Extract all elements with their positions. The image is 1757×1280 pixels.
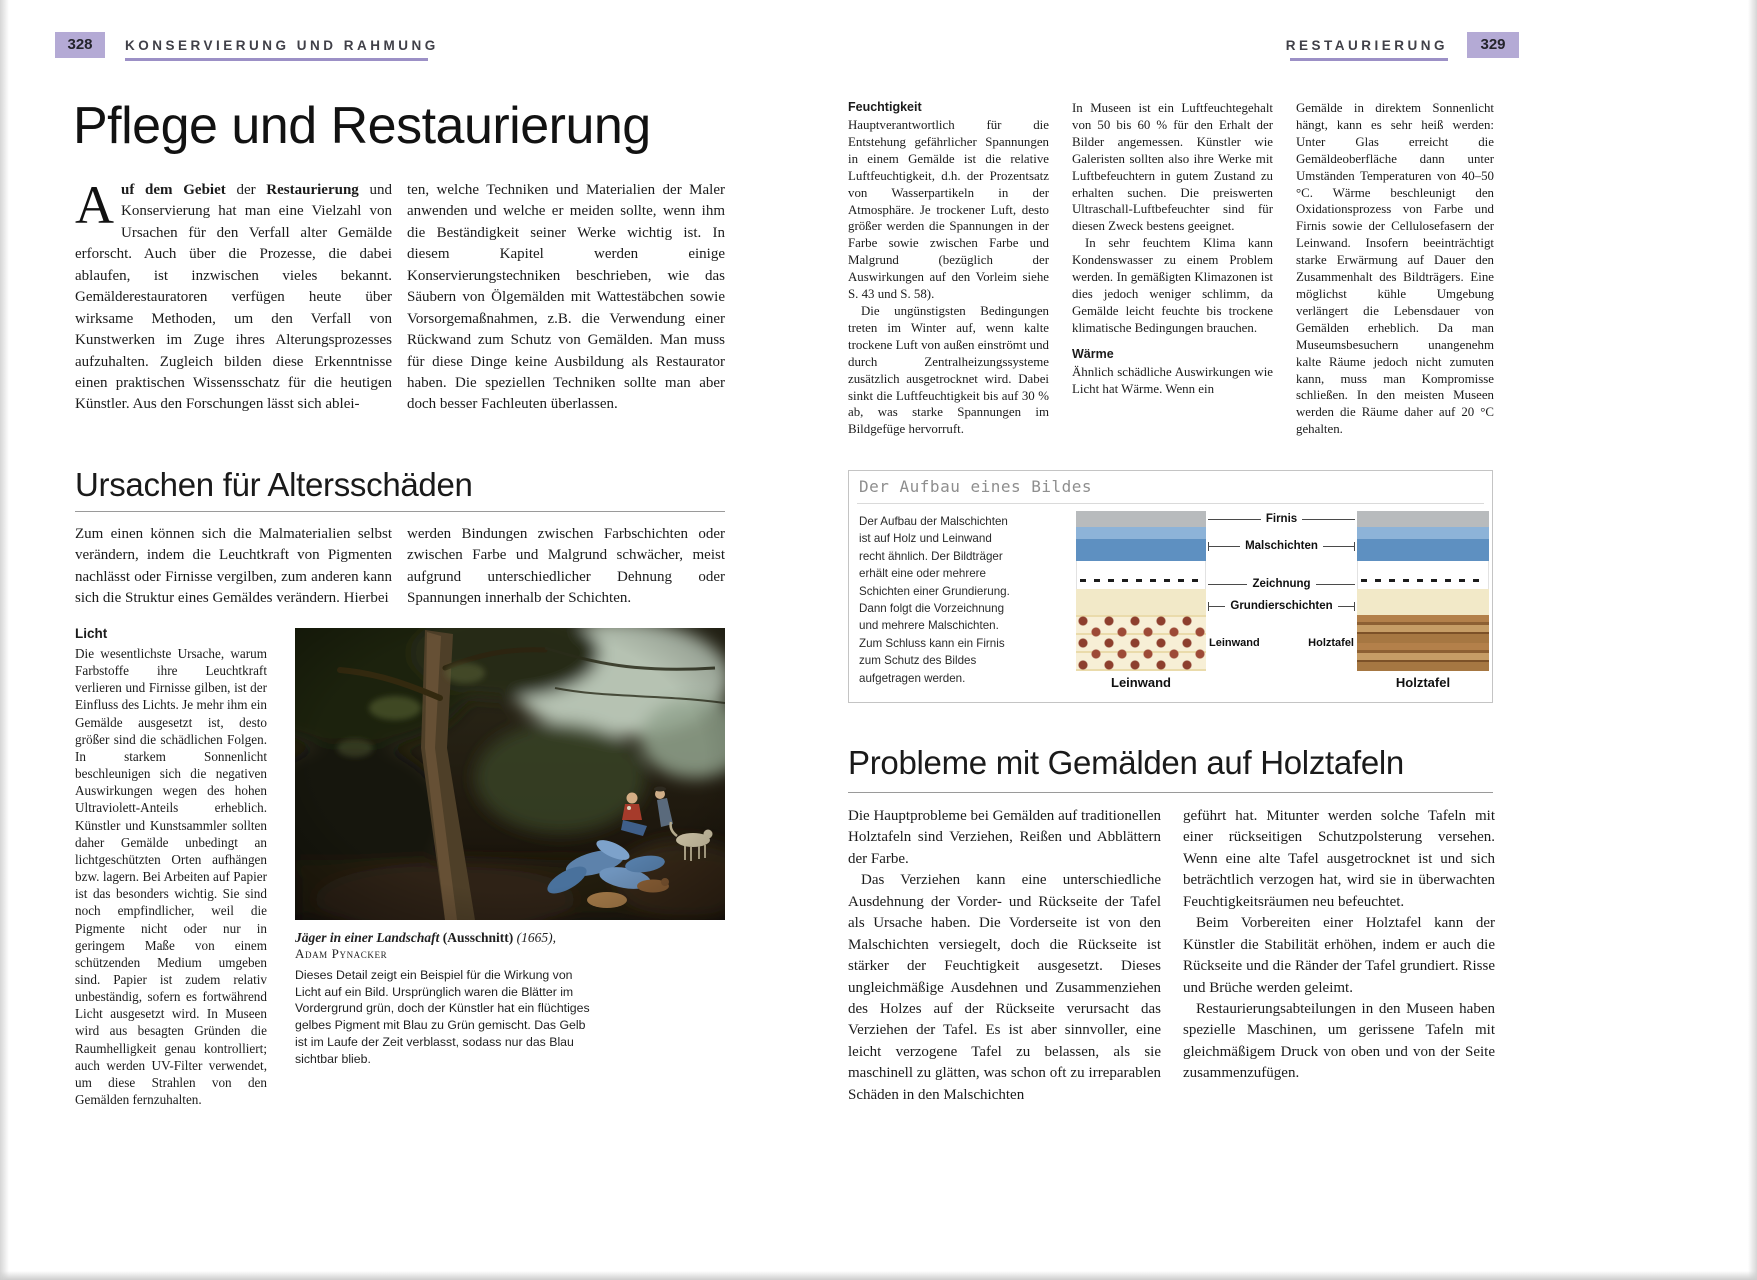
label-leinwand-inner: Leinwand [1209,637,1260,649]
infobox-text: Der Aufbau der Malschichten ist auf Holz und Leinwand recht ähnlich. Der Bildträger erhält eine oder mehrere Schichten einer Grundierung. Dann folgt die Vorzeichnung und mehrere Malschichten. Zum Schluss kann ein Firnis zum Schutz des Bildes aufgetragen werden. [859,515,1010,685]
layer-firnis [1357,511,1489,527]
label-row-zeichnung [1208,577,1355,591]
panels-p4: Beim Vorbereiten einer Holztafel kann der Künstler die Stabilität erhöhen, indem er auch die Rückseite und die Ränder der Tafel grundiert. Risse und Brüche werden geleimt. [1183,915,1495,996]
layer-holz-textur [1357,615,1489,671]
intro-col1-text: und Konservierung hat man eine Vielzahl von Ursachen für den Verfall alter Gemälde erforscht. Auch über die Prozesse, die dabei ablaufen, ist inzwischen vieles bekannt. Gemälderestauratoren verfügen heute über wirksame Methoden, um den Verfall von Kunstwerken im Zuge ihres Alterungsprozesses aufzuhalten. Zugleich bilden diese Erkenntnisse einen praktischen Wissensschatz für die heutigen Künstler. Aus den Forschungen lässt sich ablei- [75,182,392,413]
layer-firnis [1076,511,1206,527]
intro-column-1 [75,175,392,416]
intro-lead-bold-1: uf dem Gebiet [121,182,226,198]
humidity-p2: Die ungünstigsten Bedingungen treten im Winter auf, wenn kalte trockene Luft von außen einströmt und durch Zentralheizungssysteme zusätzlich ausgetrocknet wird. Dabei sinkt die Luftfeuchtigkeit bis auf 30 % ab, was starke Spannungen im Bildgefüge hervorruft. [848,303,1049,437]
figure-caption [295,930,597,1067]
figure-artist: Adam Pynacker [295,946,388,961]
panels-p5: Restaurierungsabteilungen in den Museen haben spezielle Maschinen, um gerissene Tafeln mit gleichmäßigem Druck von oben und von der Seite zusammenzufügen. [1183,1000,1495,1082]
label-row-grundierschichten [1208,599,1355,613]
layer-malschicht-dunkel [1076,539,1206,561]
humidity-column-2 [1072,100,1273,398]
dropcap: A [75,175,114,235]
panels-column-1 [848,806,1161,1106]
diagram-stack-leinwand [1076,511,1206,671]
layer-malschicht-hell [1076,527,1206,539]
layer-zeichnung [1357,561,1489,589]
aging-column-2: werden Bindungen zwischen Farbschichten oder zwischen Farbe und Malgrund schwächer, meist aufgrund unterschiedlicher Dehnung oder Spannungen innerhalb der Schichten. [407,526,725,607]
panels-p1: Die Hauptprobleme bei Gemälden auf traditionellen Holztafeln sind Verziehen, Reißen und Abblättern der Farbe. [848,808,1161,867]
diagram-stack-holztafel [1357,511,1489,671]
label-grundierschichten: Grundierschichten [1230,600,1333,612]
humidity-column-1 [848,100,1049,438]
section-rule-altersschaeden [75,511,725,512]
waerme-p2: Gemälde in direktem Sonnenlicht hängt, kann es sehr heiß werden: Unter Glas erreicht die Gemäldeoberfläche dann unter Umständen Temperaturen von 40–50 °C. Wärme beschleunigt den Oxidationsprozess von Farbe und Firnis sowie der Cellulosefasern der Leinwand. Insofern beeinträchtigt starke Erwärmung auf Dauer den Zusammenhalt des Bildträgers. Eine möglichst kühle Umgebung verlängert die Lebensdauer von Gemälden erheblich. Da man Museumsbesuchern unangenehm kalte Räume jedoch nicht zumuten kann, muss man Kompromisse schließen. In den meisten Museen werden die Räume daher auf 20 °C gehalten. [1296,101,1494,437]
infobox-aufbau [848,470,1493,703]
label-row-traeger [1209,637,1354,649]
zeichnung-dashes [1361,579,1485,582]
figure-title: Jäger in einer Landschaft [295,930,440,945]
intro-column-2: ten, welche Techniken und Materialien der Maler anwenden und welche er meiden sollte, wenn ihm die Beständigkeit seiner Werke wichtig ist. In diesem Kapitel werden einige Konservierungstechniken beschrieben, wie das Säubern von Ölgemälden mit Wattestäbchen sowie Vorsorgemaßnahmen, z.B. die Verwendung einer Rückwand zum Schutz von Gemälden. Man muss für diese Dinge keine Ausbildung als Restaurator haben. Die speziellen Techniken sollte man aber doch besser Fachleuten überlassen. [407,182,725,413]
page-title: Pflege und Restaurierung [73,97,651,155]
panels-p2: Das Verziehen kann eine unterschiedliche Ausdehnung der Vorder- und Rückseite der Tafel als Ursache haben. Die Vorderseite ist von den Malschichten versiegelt, doch die Rückseite ist stärker der Feuchtigkeit ausgesetzt. Dieses ungleichmäßige Ausdehnen und Zusammenziehen des Holzes auf der Rückseite verursacht das Verziehen der Tafel. Es ist aber sinnvoller, eine leicht verzogene Tafel zu belassen, als sie maschinell zu glätten, was schon oft zu irreparablen Schäden in den Malschichten [848,872,1161,1103]
licht-heading: Licht [75,626,108,641]
page-number-right: 329 [1467,32,1519,58]
layer-zeichnung [1076,561,1206,589]
page-edge-right [1748,0,1757,1280]
humidity-p3: In Museen ist ein Luftfeuchtegehalt von 50 bis 60 % für den Erhalt der Bilder angemessen. Künstler wie Galeristen sollten also ihre Werke mit Luftbefeuchtern in gutem Zustand zu erhalten suchen. Die preiswerten Ultraschall-Luftbefeuchter sind für diesen Zweck bestens geeignet. [1072,101,1273,234]
zeichnung-dashes [1080,579,1202,582]
page-edge-left [0,0,9,1280]
label-row-malschichten [1208,539,1355,553]
licht-column [75,626,267,1108]
painting-svg [295,628,725,920]
caption-holztafel: Holztafel [1395,675,1451,690]
diagram-labels [1206,511,1357,671]
painting-image [295,628,725,920]
header-rule-right [1290,58,1448,61]
chapter-title-right: RESTAURIERUNG [1285,38,1448,53]
layer-leinwand-textur [1076,615,1206,671]
humidity-p1: Hauptverantwortlich für die Entstehung gefährlicher Spannungen in einem Gemälde ist die relative Luftfeuchtigkeit, d.h. der Prozentsatz von Wasserpartikeln in der Atmosphäre. Je trockener Luft, desto größer werden die Spannungen in der Farbe sowie zwischen Farbe und Malgrund (bezüglich der Auswirkungen auf den Vorleim siehe S. 43 und S. 58). [848,118,1049,302]
intro-lead-bold-2: Restaurierung [266,182,359,198]
section-heading-holztafeln: Probleme mit Gemälden auf Holztafeln [848,744,1404,781]
figure-year: (1665), [513,930,557,945]
label-holztafel-inner: Holztafel [1308,637,1354,649]
section-rule-holztafeln [848,792,1493,793]
figure-caption-title-line [295,930,597,946]
infobox-heading-rule [857,503,1484,504]
layer-grundierschichten [1357,589,1489,615]
aging-column-1: Zum einen können sich die Malmaterialien selbst verändern, indem die Leuchtkraft von Pigmenten nachlässt oder Firnisse vergilben, zum anderen kann sich die Struktur eines Gemäldes verändern. Hierbei [75,526,392,607]
page-edge-bottom [0,1271,1757,1280]
infobox-heading: Der Aufbau eines Bildes [859,477,1093,496]
layer-grundierschichten [1076,589,1206,615]
waerme-p1: Ähnlich schädliche Auswirkungen wie Licht hat Wärme. Wenn ein [1072,364,1273,396]
label-firnis: Firnis [1265,513,1298,525]
humidity-p4: In sehr feuchtem Klima kann Kondenswasser zu einem Problem werden. In gemäßigten Klimazonen ist dies jedoch weniger schlimm, da Gemälde leicht feuchte bis trockene klimatische Bedingungen brauchen. [1072,236,1273,335]
humidity-heading: Feuchtigkeit [848,100,922,114]
licht-text: Die wesentlichste Ursache, warum Farbstoffe ihre Leuchtkraft verlieren und Firnisse gilben, ist der Einfluss des Lichts. Je mehr ihm ein Gemälde ausgesetzt ist, desto größer sind die schädlichen Folgen. In starkem Sonnenlicht beschleunigen sich die negativen Auswirkungen wegen des hohen Ultraviolett-Anteils erheblich. Künstler und Kunstsammler sollten daher Gemälde unbedingt an lichtgeschützten Orten aufhängen bzw. lagern. Bei Arbeiten auf Papier ist das besonders wichtig. Sie sind noch empfindlicher, weil die Pigmente nicht oder nur in geringem Maße von einem schützenden Medium umgeben sind. Papier ist zudem relativ unbeständig, sofern es fortwährend Licht ausgesetzt wird. In Museen wird aus besagten Gründen die Raumhelligkeit genau kontrolliert; auch werden UV-Filter verwendet, um diese Strahlen von den Gemälden fernzuhalten. [75,646,267,1108]
label-malschichten: Malschichten [1245,540,1318,552]
section-heading-altersschaeden: Ursachen für Altersschäden [75,466,473,503]
caption-leinwand: Leinwand [1111,675,1171,690]
label-row-firnis [1208,512,1355,526]
figure-caption-text: Dieses Detail zeigt ein Beispiel für die Wirkung von Licht auf ein Bild. Ursprünglich waren die Blätter im Vordergrund grün, doch der Künstler hat ein flüchtiges gelbes Pigment mit Blau zu Grün gemischt. Das Gelb ist im Laufe der Zeit verblasst, sodass nur das Blau sichtbar blieb. [295,968,590,1066]
label-zeichnung: Zeichnung [1252,578,1311,590]
intro-lead-plain: der [225,182,267,198]
page-number-left: 328 [55,32,105,58]
layer-malschicht-dunkel [1357,539,1489,561]
figure-title-suffix: (Ausschnitt) [439,930,514,945]
waerme-column-3 [1296,100,1494,438]
chapter-title-left: KONSERVIERUNG UND RAHMUNG [125,38,439,53]
panels-p3: geführt hat. Mitunter werden solche Tafeln mit einer rückseitigen Schutzpolsterung versehen. Wenn eine alte Tafel ausgetrocknet ist und sich beträchtlich verzogen hat, wird sie in überwachten Feuchtigkeitsräumen neu befeuchtet. [1183,808,1495,910]
header-rule-left [125,58,428,61]
waerme-heading: Wärme [1072,346,1114,361]
panels-column-2 [1183,806,1495,1085]
layer-malschicht-hell [1357,527,1489,539]
